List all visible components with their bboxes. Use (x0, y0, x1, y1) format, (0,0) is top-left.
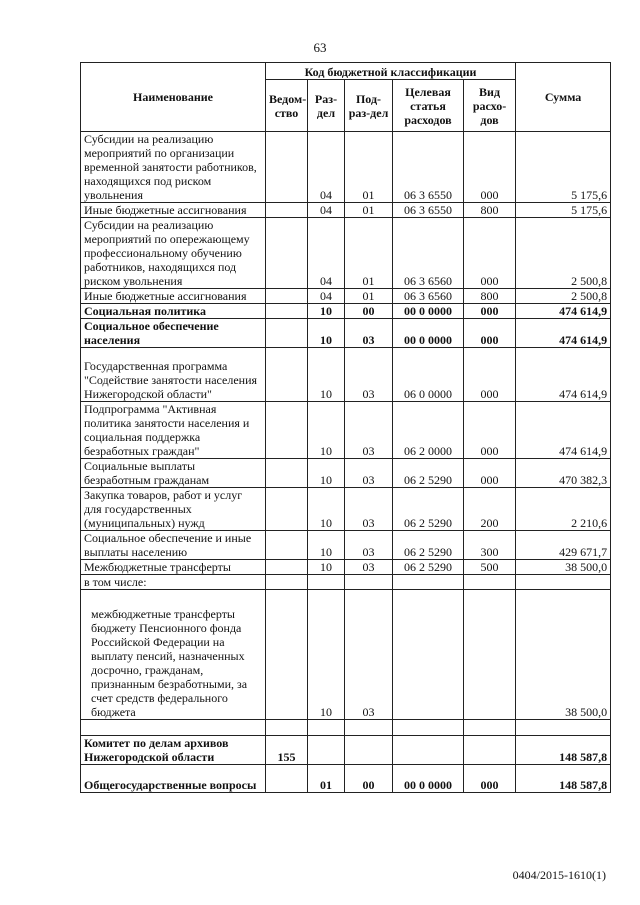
vid-cell: 000 (464, 402, 516, 459)
vedomstvo-cell (266, 218, 308, 289)
document-code: 0404/2015-1610(1) (512, 868, 606, 882)
sum-cell: 474 614,9 (516, 402, 611, 459)
podrazdel-cell (345, 575, 393, 590)
vedomstvo-cell (266, 203, 308, 218)
table-row (81, 304, 611, 319)
vedomstvo-cell (266, 560, 308, 575)
table-row (81, 531, 611, 560)
razdel-cell: 10 (308, 304, 345, 319)
table-row (81, 203, 611, 218)
header-vedomstvo: Ведом-ство (266, 80, 308, 132)
header-razdel: Раз-дел (308, 80, 345, 132)
vedomstvo-cell (266, 289, 308, 304)
vid-cell: 000 (464, 348, 516, 402)
table-row (81, 560, 611, 575)
name-cell: Социальная политика (81, 304, 266, 319)
vedomstvo-cell (266, 402, 308, 459)
target-cell: 00 0 0000 (393, 765, 464, 793)
vid-cell: 500 (464, 560, 516, 575)
sum-cell: 429 671,7 (516, 531, 611, 560)
razdel-cell: 10 (308, 319, 345, 348)
sum-cell: 148 587,8 (516, 765, 611, 793)
podrazdel-cell: 00 (345, 304, 393, 319)
podrazdel-cell (345, 736, 393, 765)
budget-table (80, 62, 611, 793)
name-cell: Иные бюджетные ассигнования (81, 203, 266, 218)
sum-cell (516, 720, 611, 736)
vid-cell: 000 (464, 304, 516, 319)
sum-cell: 5 175,6 (516, 132, 611, 203)
table-row (81, 348, 611, 402)
sum-cell: 474 614,9 (516, 304, 611, 319)
vid-cell: 000 (464, 132, 516, 203)
vedomstvo-cell (266, 488, 308, 531)
table-row (81, 459, 611, 488)
name-cell: Межбюджетные трансферты (81, 560, 266, 575)
vid-cell (464, 590, 516, 720)
target-cell: 06 2 5290 (393, 488, 464, 531)
razdel-cell (308, 575, 345, 590)
name-cell: Государственная программа "Содействие занятости населения Нижегородской области" (81, 348, 266, 402)
target-cell: 00 0 0000 (393, 304, 464, 319)
vid-cell (464, 720, 516, 736)
name-cell: Субсидии на реализацию мероприятий по опережающему профессиональному обучению работников, находящихся под риском увольнения (81, 218, 266, 289)
vedomstvo-cell (266, 459, 308, 488)
page-number: 63 (313, 40, 327, 55)
table-row (81, 765, 611, 793)
name-cell: Социальное обеспечение и иные выплаты населению (81, 531, 266, 560)
name-cell: в том числе: (81, 575, 266, 590)
name-cell: Социальные выплаты безработным гражданам (81, 459, 266, 488)
podrazdel-cell: 03 (345, 560, 393, 575)
target-cell: 06 3 6550 (393, 132, 464, 203)
vedomstvo-cell (266, 720, 308, 736)
vid-cell (464, 736, 516, 765)
podrazdel-cell: 03 (345, 348, 393, 402)
vid-cell (464, 575, 516, 590)
vedomstvo-cell (266, 304, 308, 319)
sum-cell: 474 614,9 (516, 319, 611, 348)
podrazdel-cell: 03 (345, 488, 393, 531)
table-row (81, 132, 611, 203)
target-cell: 06 2 5290 (393, 560, 464, 575)
razdel-cell: 10 (308, 531, 345, 560)
razdel-cell: 04 (308, 289, 345, 304)
table-row (81, 488, 611, 531)
header-code-group: Код бюджетной классификации (266, 63, 516, 80)
header-target: Целевая статья расходов (393, 80, 464, 132)
razdel-cell (308, 720, 345, 736)
target-cell (393, 720, 464, 736)
header-sum: Сумма (516, 63, 611, 132)
table-row (81, 736, 611, 765)
razdel-cell: 04 (308, 203, 345, 218)
podrazdel-cell: 03 (345, 459, 393, 488)
vedomstvo-cell (266, 348, 308, 402)
sum-cell: 38 500,0 (516, 560, 611, 575)
podrazdel-cell: 00 (345, 765, 393, 793)
vid-cell: 000 (464, 765, 516, 793)
target-cell: 00 0 0000 (393, 319, 464, 348)
razdel-cell: 10 (308, 590, 345, 720)
vid-cell: 000 (464, 319, 516, 348)
name-cell (81, 720, 266, 736)
podrazdel-cell: 01 (345, 132, 393, 203)
target-cell: 06 2 0000 (393, 402, 464, 459)
sum-cell: 474 614,9 (516, 348, 611, 402)
sum-cell: 38 500,0 (516, 590, 611, 720)
target-cell: 06 0 0000 (393, 348, 464, 402)
name-cell: Общегосударственные вопросы (81, 765, 266, 793)
vid-cell: 800 (464, 289, 516, 304)
table-row (81, 319, 611, 348)
target-cell (393, 736, 464, 765)
vedomstvo-cell (266, 765, 308, 793)
vid-cell: 200 (464, 488, 516, 531)
sum-cell: 470 382,3 (516, 459, 611, 488)
target-cell: 06 3 6560 (393, 218, 464, 289)
table-row (81, 402, 611, 459)
table-row (81, 218, 611, 289)
podrazdel-cell: 01 (345, 203, 393, 218)
razdel-cell: 10 (308, 560, 345, 575)
vid-cell: 800 (464, 203, 516, 218)
vedomstvo-cell (266, 575, 308, 590)
target-cell: 06 3 6550 (393, 203, 464, 218)
name-cell: Социальное обеспечение населения (81, 319, 266, 348)
vedomstvo-cell (266, 319, 308, 348)
razdel-cell: 04 (308, 218, 345, 289)
razdel-cell: 10 (308, 459, 345, 488)
vid-cell: 000 (464, 218, 516, 289)
name-cell: Закупка товаров, работ и услуг для государственных (муниципальных) нужд (81, 488, 266, 531)
table-row (81, 575, 611, 590)
name-cell: Субсидии на реализацию мероприятий по организации временной занятости работников, находящихся под риском увольнения (81, 132, 266, 203)
razdel-cell (308, 736, 345, 765)
sum-cell: 5 175,6 (516, 203, 611, 218)
razdel-cell: 01 (308, 765, 345, 793)
vedomstvo-cell (266, 531, 308, 560)
table-row (81, 289, 611, 304)
razdel-cell: 10 (308, 348, 345, 402)
target-cell (393, 590, 464, 720)
razdel-cell: 10 (308, 402, 345, 459)
sum-cell: 2 210,6 (516, 488, 611, 531)
header-name: Наименование (81, 63, 266, 132)
target-cell (393, 575, 464, 590)
podrazdel-cell: 03 (345, 590, 393, 720)
target-cell: 06 3 6560 (393, 289, 464, 304)
podrazdel-cell: 01 (345, 218, 393, 289)
table-row (81, 720, 611, 736)
vedomstvo-cell: 155 (266, 736, 308, 765)
table-row (81, 590, 611, 720)
sum-cell: 2 500,8 (516, 218, 611, 289)
podrazdel-cell: 03 (345, 402, 393, 459)
podrazdel-cell (345, 720, 393, 736)
sum-cell: 148 587,8 (516, 736, 611, 765)
sum-cell: 2 500,8 (516, 289, 611, 304)
podrazdel-cell: 01 (345, 289, 393, 304)
name-cell: Подпрограмма "Активная политика занятости населения и социальная поддержка безработных граждан" (81, 402, 266, 459)
sum-cell (516, 575, 611, 590)
razdel-cell: 04 (308, 132, 345, 203)
name-cell: Иные бюджетные ассигнования (81, 289, 266, 304)
name-cell: Комитет по делам архивов Нижегородской области (81, 736, 266, 765)
razdel-cell: 10 (308, 488, 345, 531)
vid-cell: 000 (464, 459, 516, 488)
vedomstvo-cell (266, 590, 308, 720)
header-podrazdel: Под-раз-дел (345, 80, 393, 132)
podrazdel-cell: 03 (345, 531, 393, 560)
vid-cell: 300 (464, 531, 516, 560)
vedomstvo-cell (266, 132, 308, 203)
target-cell: 06 2 5290 (393, 459, 464, 488)
podrazdel-cell: 03 (345, 319, 393, 348)
target-cell: 06 2 5290 (393, 531, 464, 560)
name-cell: межбюджетные трансферты бюджету Пенсионного фонда Российской Федерации на выплату пенсий, назначенных досрочно, гражданам, признанным безработными, за счет средств федерального бюджета (81, 590, 266, 720)
header-vid: Вид расхо-дов (464, 80, 516, 132)
